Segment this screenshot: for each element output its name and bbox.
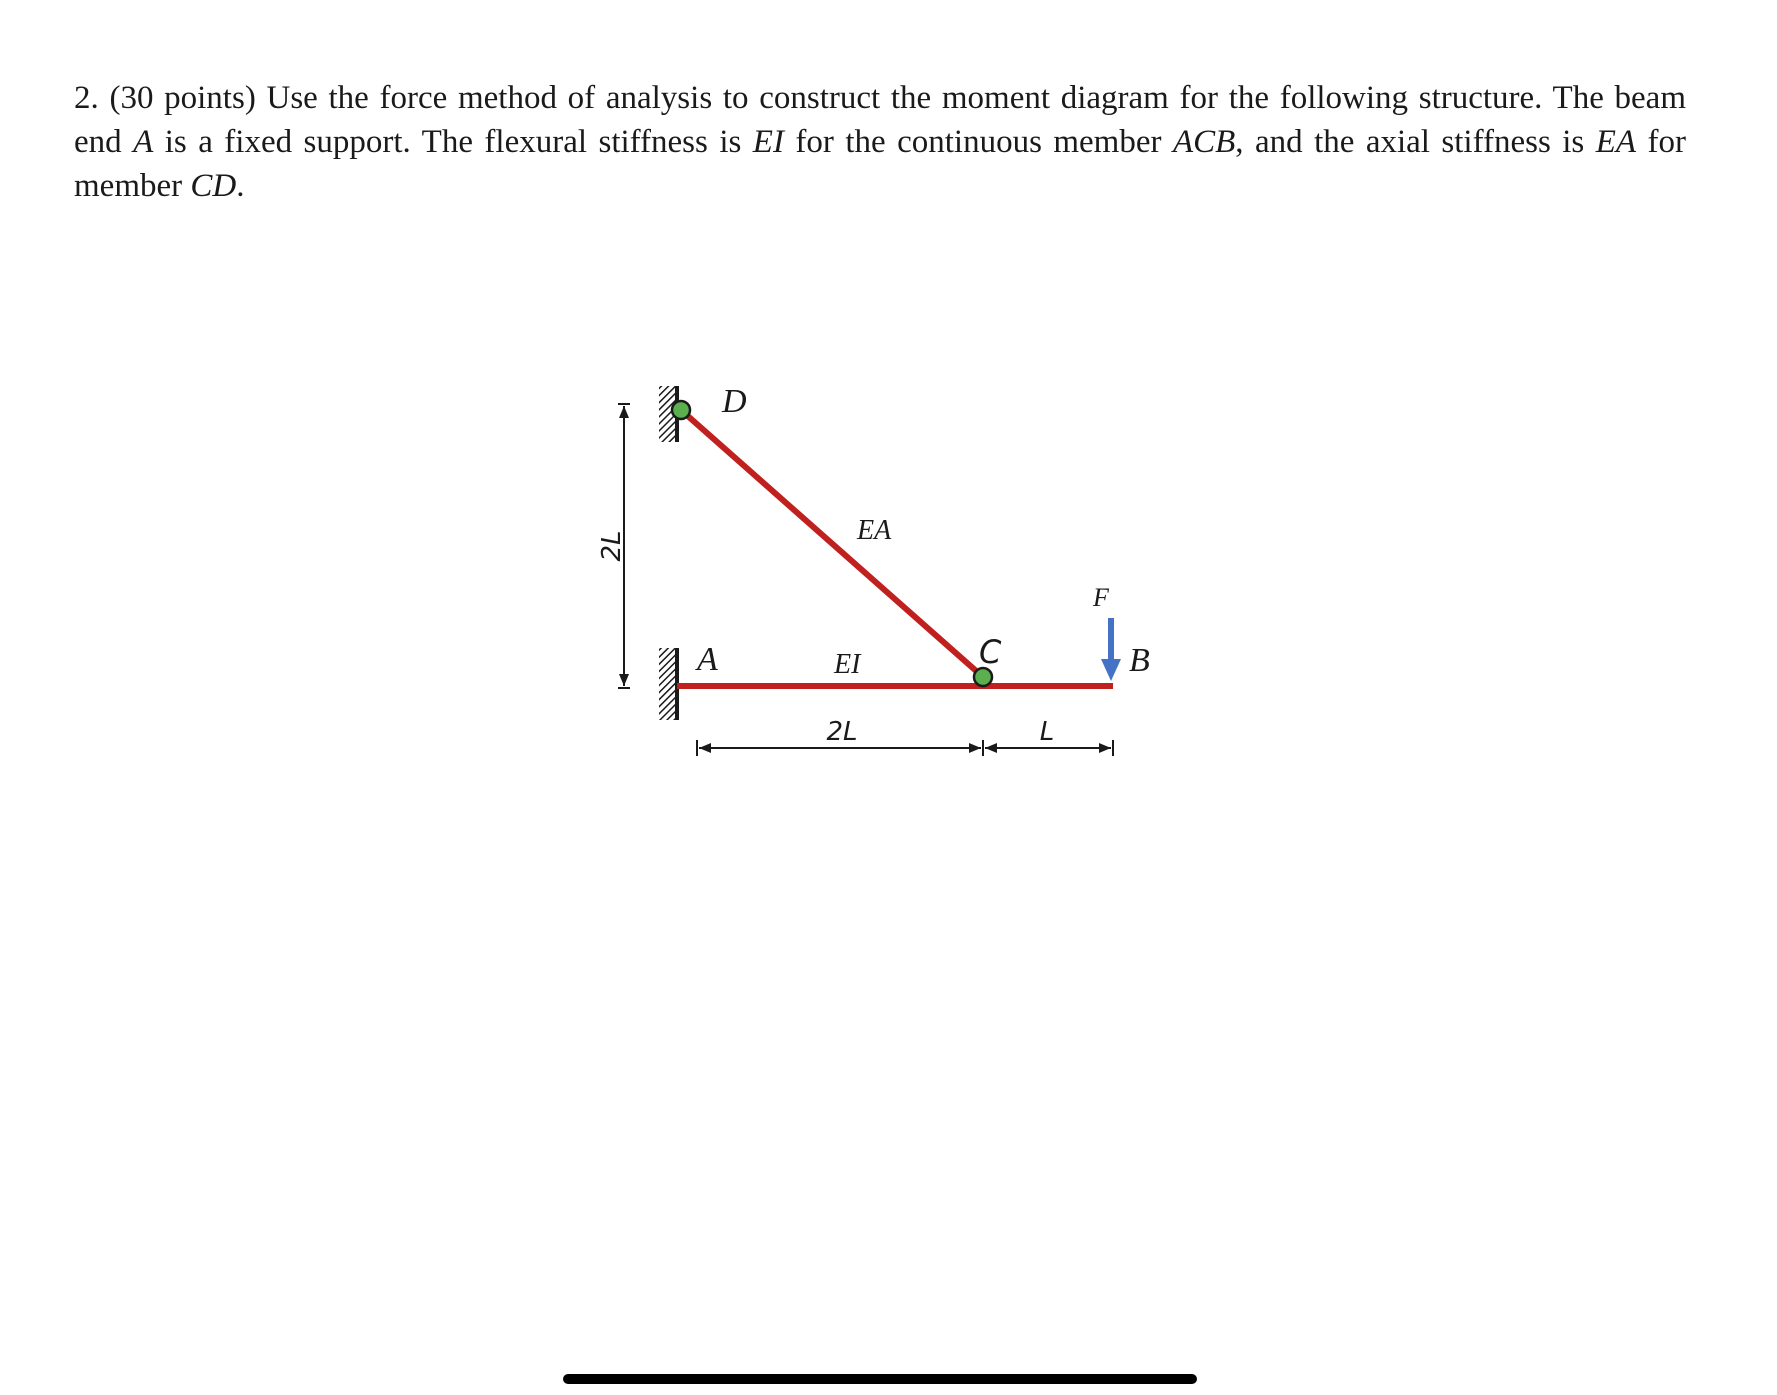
dim-arrow-down xyxy=(619,674,629,686)
dim-label-cb: L xyxy=(1039,717,1055,747)
wall-hatch-a xyxy=(659,648,676,720)
load-arrow-f-icon xyxy=(1101,618,1121,681)
text-segment: , and the axial stiffness is xyxy=(1235,124,1596,160)
text-var-a: A xyxy=(133,124,154,160)
text-var-ea: EA xyxy=(1595,124,1637,160)
dim-arrow-a xyxy=(699,743,711,753)
dim-arrow-c-left xyxy=(969,743,981,753)
pin-d-icon xyxy=(672,401,690,419)
dim-arrow-up xyxy=(619,406,629,418)
home-indicator[interactable] xyxy=(563,1374,1197,1384)
label-d: D xyxy=(722,383,747,420)
label-a: A xyxy=(697,641,718,678)
label-c: C xyxy=(979,633,1002,671)
dim-arrow-c-right xyxy=(985,743,997,753)
dim-label-vertical: 2L xyxy=(597,530,627,562)
member-cd xyxy=(681,410,983,677)
dim-arrow-b xyxy=(1099,743,1111,753)
problem-points: (30 points) xyxy=(109,80,256,116)
text-var-cd: CD xyxy=(190,168,237,204)
text-var-acb: ACB xyxy=(1172,124,1236,160)
label-f: F xyxy=(1093,583,1109,612)
label-ea: EA xyxy=(857,515,892,546)
text-segment: for member xyxy=(74,124,1686,204)
text-segment: Use the force method of analysis to construct the moment diagram for the following structure. The beam end xyxy=(74,80,1686,160)
label-ei: EI xyxy=(834,649,861,680)
dimension-vertical xyxy=(597,404,630,688)
problem-number: 2. xyxy=(74,80,99,116)
dim-label-ac: 2L xyxy=(826,717,858,747)
dimension-horizontal xyxy=(697,717,1113,756)
load-arrow-head xyxy=(1101,659,1121,681)
text-segment: . xyxy=(236,168,245,204)
text-var-ei: EI xyxy=(752,124,784,160)
wall-support-a xyxy=(659,648,677,720)
text-segment: for the continuous member xyxy=(783,124,1173,160)
label-b: B xyxy=(1129,642,1150,679)
text-segment: is a fixed support. The flexural stiffness is xyxy=(153,124,753,160)
